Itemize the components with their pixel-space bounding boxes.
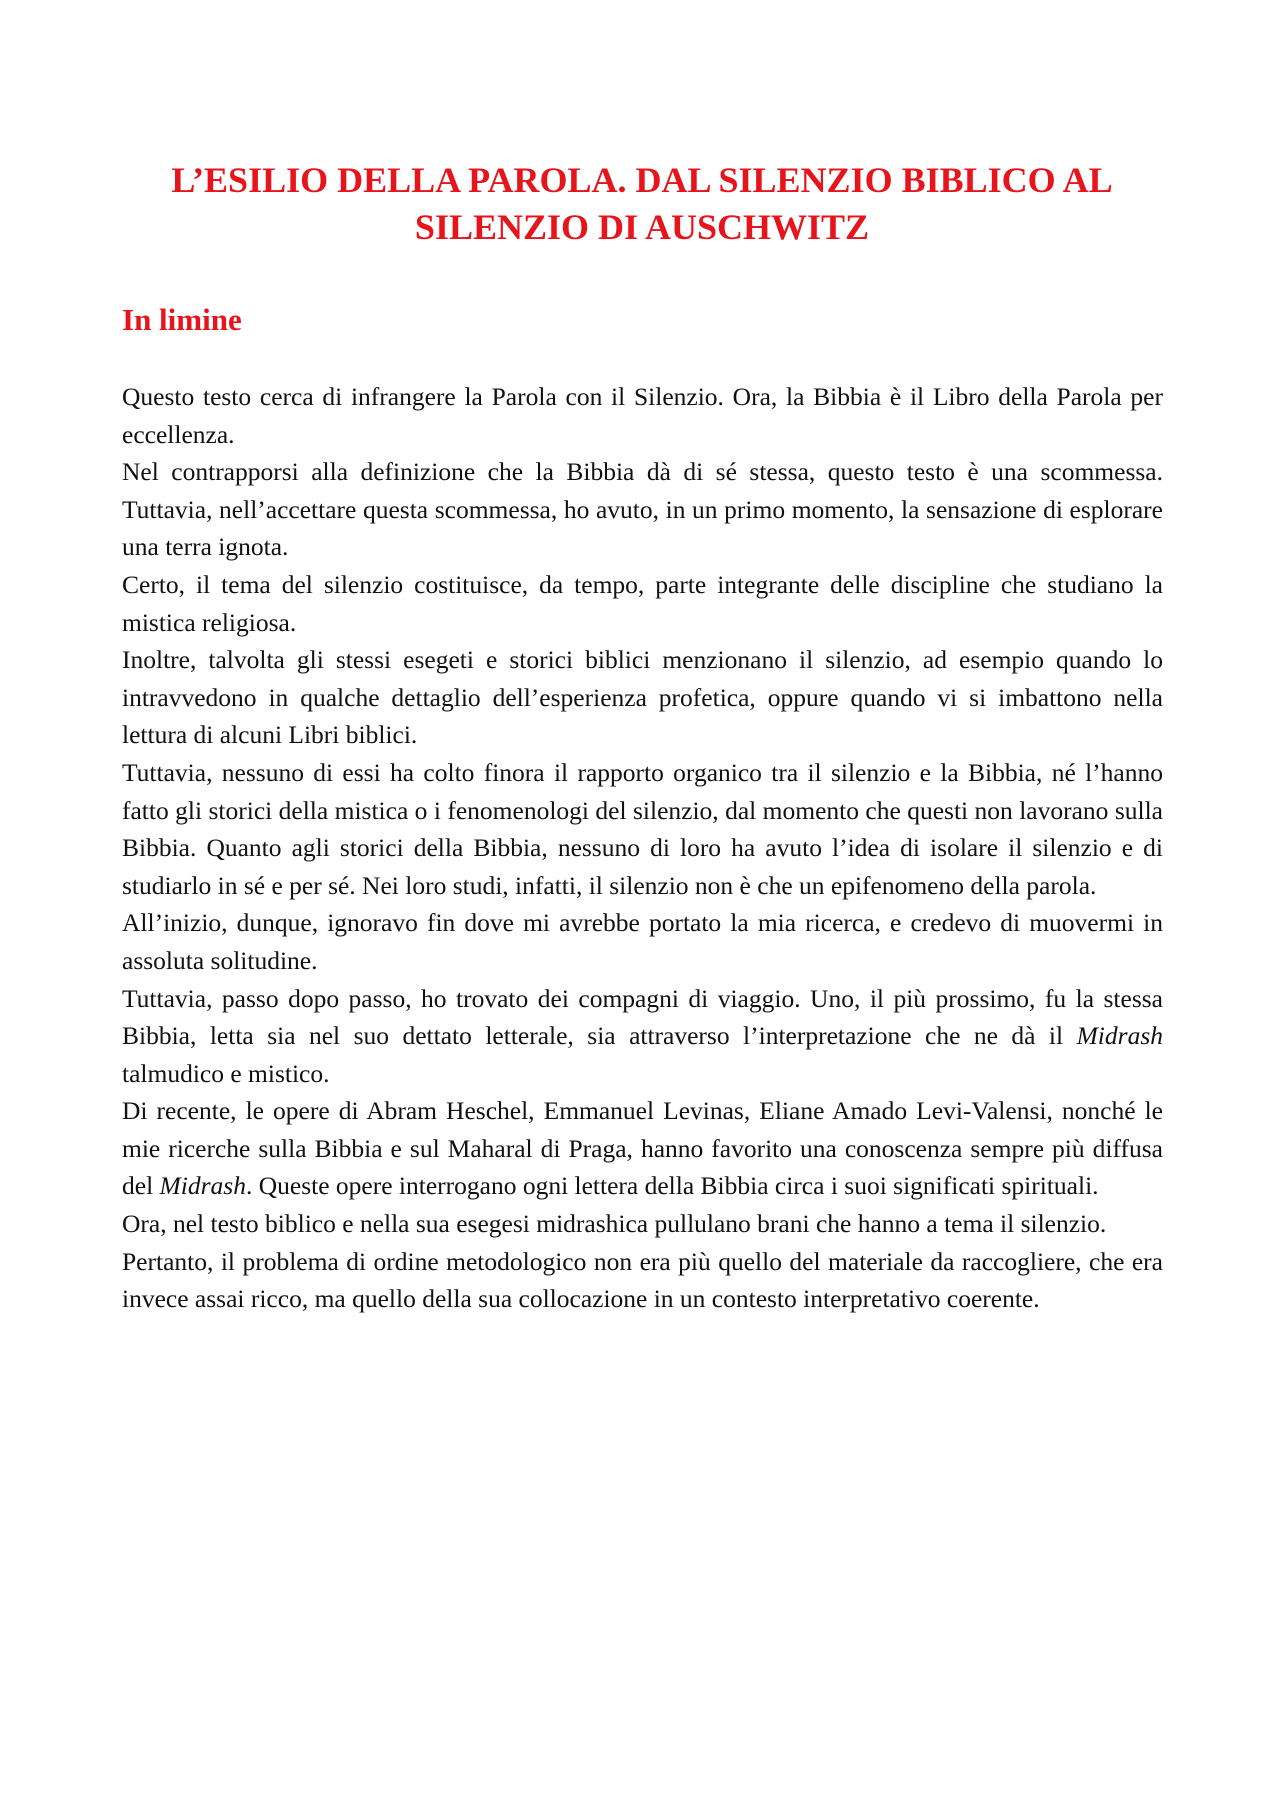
- section-heading: In limine: [122, 302, 242, 337]
- body-text: [122, 378, 1163, 1318]
- document-title: [122, 157, 1162, 251]
- paragraph-text: Di recente, le opere di Abram Heschel, Emmanuel Levinas, Eliane Amado Levi-Valensi, nonché le mie ricerche sulla Bibbia e sul Maharal di Praga, hanno favorito una conoscenza sempre più diffusa del: [122, 1096, 1163, 1201]
- paragraph: Inoltre, talvolta gli stessi esegeti e storici biblici menzionano il silenzio, ad esempio quando lo intravvedono in qualche dettaglio dell’esperienza profetica, oppure quando vi si imbattono nella lettura di alcuni Libri biblici.: [122, 645, 1163, 750]
- paragraph-text: . Queste opere interrogano ogni lettera della Bibbia circa i suoi significati spirituali.: [245, 1171, 1099, 1201]
- midrash-term: Midrash: [1076, 1021, 1163, 1051]
- paragraph: Pertanto, il problema di ordine metodologico non era più quello del materiale da raccogliere, che era invece assai ricco, ma quello della sua collocazione in un contesto interpretativo coerente.: [122, 1246, 1163, 1314]
- paragraph: Questo testo cerca di infrangere la Parola con il Silenzio. Ora, la Bibbia è il Libro della Parola per eccellenza.: [122, 382, 1163, 449]
- paragraph: Ora, nel testo biblico e nella sua esegesi midrashica pullulano brani che hanno a tema il silenzio.: [122, 1209, 1107, 1239]
- title-line-1: L’ESILIO DELLA PAROLA. DAL SILENZIO BIBLICO AL: [171, 160, 1113, 200]
- paragraph: Certo, il tema del silenzio costituisce, da tempo, parte integrante delle discipline che studiano la mistica religiosa.: [122, 569, 1163, 637]
- paragraph: All’inizio, dunque, ignoravo fin dove mi avrebbe portato la mia ricerca, e credevo di muovermi in assoluta solitudine.: [122, 908, 1163, 975]
- midrash-term: Midrash: [159, 1171, 246, 1201]
- paragraph: [122, 980, 1163, 1093]
- paragraph: [122, 1092, 1163, 1205]
- title-line-2: SILENZIO DI AUSCHWITZ: [414, 207, 870, 247]
- paragraph: Tuttavia, nessuno di essi ha colto finora il rapporto organico tra il silenzio e la Bibbia, né l’hanno fatto gli storici della mistica o i fenomenologi del silenzio, dal momento che questi non lavorano sulla Bibbia. Quanto agli storici della Bibbia, nessuno di loro ha avuto l’idea di isolare il silenzio e di studiarlo in sé e per sé. Nei loro studi, infatti, il silenzio non è che un epifenomeno della parola.: [122, 757, 1163, 900]
- paragraph-text: Tuttavia, passo dopo passo, ho trovato dei compagni di viaggio. Uno, il più prossimo, fu la stessa Bibbia, letta sia nel suo dettato letterale, sia attraverso l’interpretazione che ne dà il: [122, 983, 1163, 1051]
- paragraph-text: talmudico e mistico.: [122, 1058, 330, 1088]
- paragraph: Nel contrapporsi alla definizione che la Bibbia dà di sé stessa, questo testo è una scommessa. Tuttavia, nell’accettare questa scommessa, ho avuto, in un primo momento, la sensazione di esplorare una terra ignota.: [122, 457, 1163, 562]
